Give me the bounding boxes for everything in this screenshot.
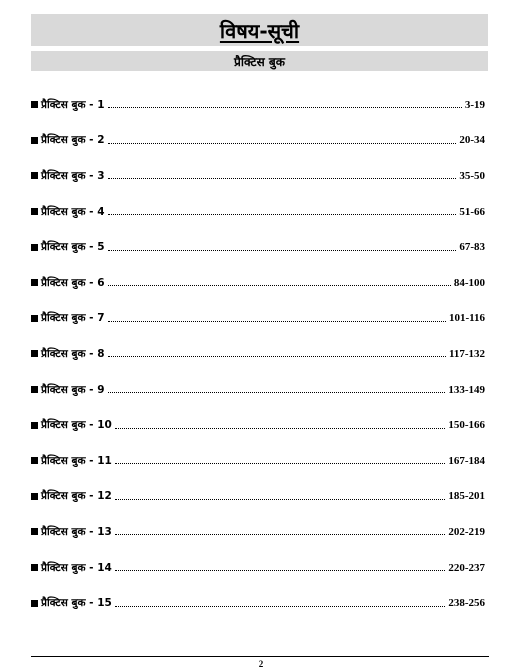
toc-entry-name: प्रैक्टिस बुक - 8 [41,347,105,360]
toc-entry-name: प्रैक्टिस बुक - 2 [41,134,105,147]
toc-entry-name: प्रैक्टिस बुक - 3 [41,169,105,182]
square-bullet-icon [31,528,38,535]
toc-entry-pages: 133-149 [448,383,485,396]
square-bullet-icon [31,386,38,393]
dot-leader [108,384,446,393]
toc-entry[interactable] [31,407,485,443]
toc-entry[interactable] [31,229,485,265]
toc-entry-name: प्रैक्टिस बुक - 15 [41,597,112,610]
toc-entry[interactable] [31,301,485,337]
toc-entry-pages: 3-19 [464,98,485,111]
toc-entry-pages: 51-66 [459,205,485,218]
subtitle-bar [31,51,488,71]
dot-leader [108,135,457,144]
toc-entry-pages: 202-219 [448,525,485,538]
square-bullet-icon [31,101,38,108]
title-bar [31,14,488,46]
toc-entry[interactable] [31,443,485,479]
dot-leader [108,99,462,108]
toc-entry-pages: 84-100 [453,276,485,289]
square-bullet-icon [31,564,38,571]
toc-entry-pages: 117-132 [448,347,485,360]
dot-leader [115,491,446,500]
toc-entry-name: प्रैक्टिस बुक - 13 [41,525,112,538]
toc-entry-name: प्रैक्टिस बुक - 11 [41,454,112,467]
toc-entry-pages: 20-34 [459,134,485,147]
table-of-contents [31,87,485,621]
page-title: विषय-सूची [219,18,300,43]
square-bullet-icon [31,172,38,179]
dot-leader [115,562,446,571]
toc-entry-name: प्रैक्टिस बुक - 4 [41,205,105,218]
square-bullet-icon [31,600,38,607]
toc-entry[interactable] [31,514,485,550]
dot-leader [108,348,446,357]
toc-entry-name: प्रैक्टिस बुक - 12 [41,490,112,503]
toc-entry[interactable] [31,550,485,586]
toc-entry-pages: 101-116 [448,312,485,325]
square-bullet-icon [31,208,38,215]
toc-entry[interactable] [31,158,485,194]
toc-entry-name: प्रैक्टिस बुक - 5 [41,241,105,254]
toc-entry-pages: 67-83 [459,241,485,254]
toc-entry[interactable] [31,372,485,408]
square-bullet-icon [31,350,38,357]
toc-entry-pages: 150-166 [448,419,485,432]
toc-entry-name: प्रैक्टिस बुक - 14 [41,561,112,574]
toc-entry-name: प्रैक्टिस बुक - 9 [41,383,105,396]
square-bullet-icon [31,422,38,429]
square-bullet-icon [31,457,38,464]
toc-entry-pages: 35-50 [459,169,485,182]
dot-leader [108,170,457,179]
dot-leader [115,598,446,607]
square-bullet-icon [31,493,38,500]
toc-entry[interactable] [31,194,485,230]
square-bullet-icon [31,279,38,286]
square-bullet-icon [31,315,38,322]
dot-leader [108,277,451,286]
page-number: 2 [258,659,264,669]
dot-leader [115,455,446,464]
square-bullet-icon [31,244,38,251]
footer-divider [31,656,489,657]
toc-entry-pages: 167-184 [448,454,485,467]
dot-leader [108,313,446,322]
toc-entry-name: प्रैक्टिस बुक - 6 [41,276,105,289]
dot-leader [108,206,457,215]
toc-entry[interactable] [31,265,485,301]
toc-entry[interactable] [31,585,485,621]
toc-entry[interactable] [31,479,485,515]
toc-entry-pages: 185-201 [448,490,485,503]
toc-entry-pages: 238-256 [448,597,485,610]
toc-entry[interactable] [31,123,485,159]
dot-leader [115,526,446,535]
toc-entry-name: प्रैक्टिस बुक - 1 [41,98,105,111]
dot-leader [115,420,446,429]
square-bullet-icon [31,137,38,144]
toc-entry-name: प्रैक्टिस बुक - 10 [41,419,112,432]
toc-entry-pages: 220-237 [448,561,485,574]
toc-entry-name: प्रैक्टिस बुक - 7 [41,312,105,325]
dot-leader [108,242,457,251]
toc-entry[interactable] [31,87,485,123]
toc-entry[interactable] [31,336,485,372]
section-subtitle: प्रैक्टिस बुक [234,54,285,69]
